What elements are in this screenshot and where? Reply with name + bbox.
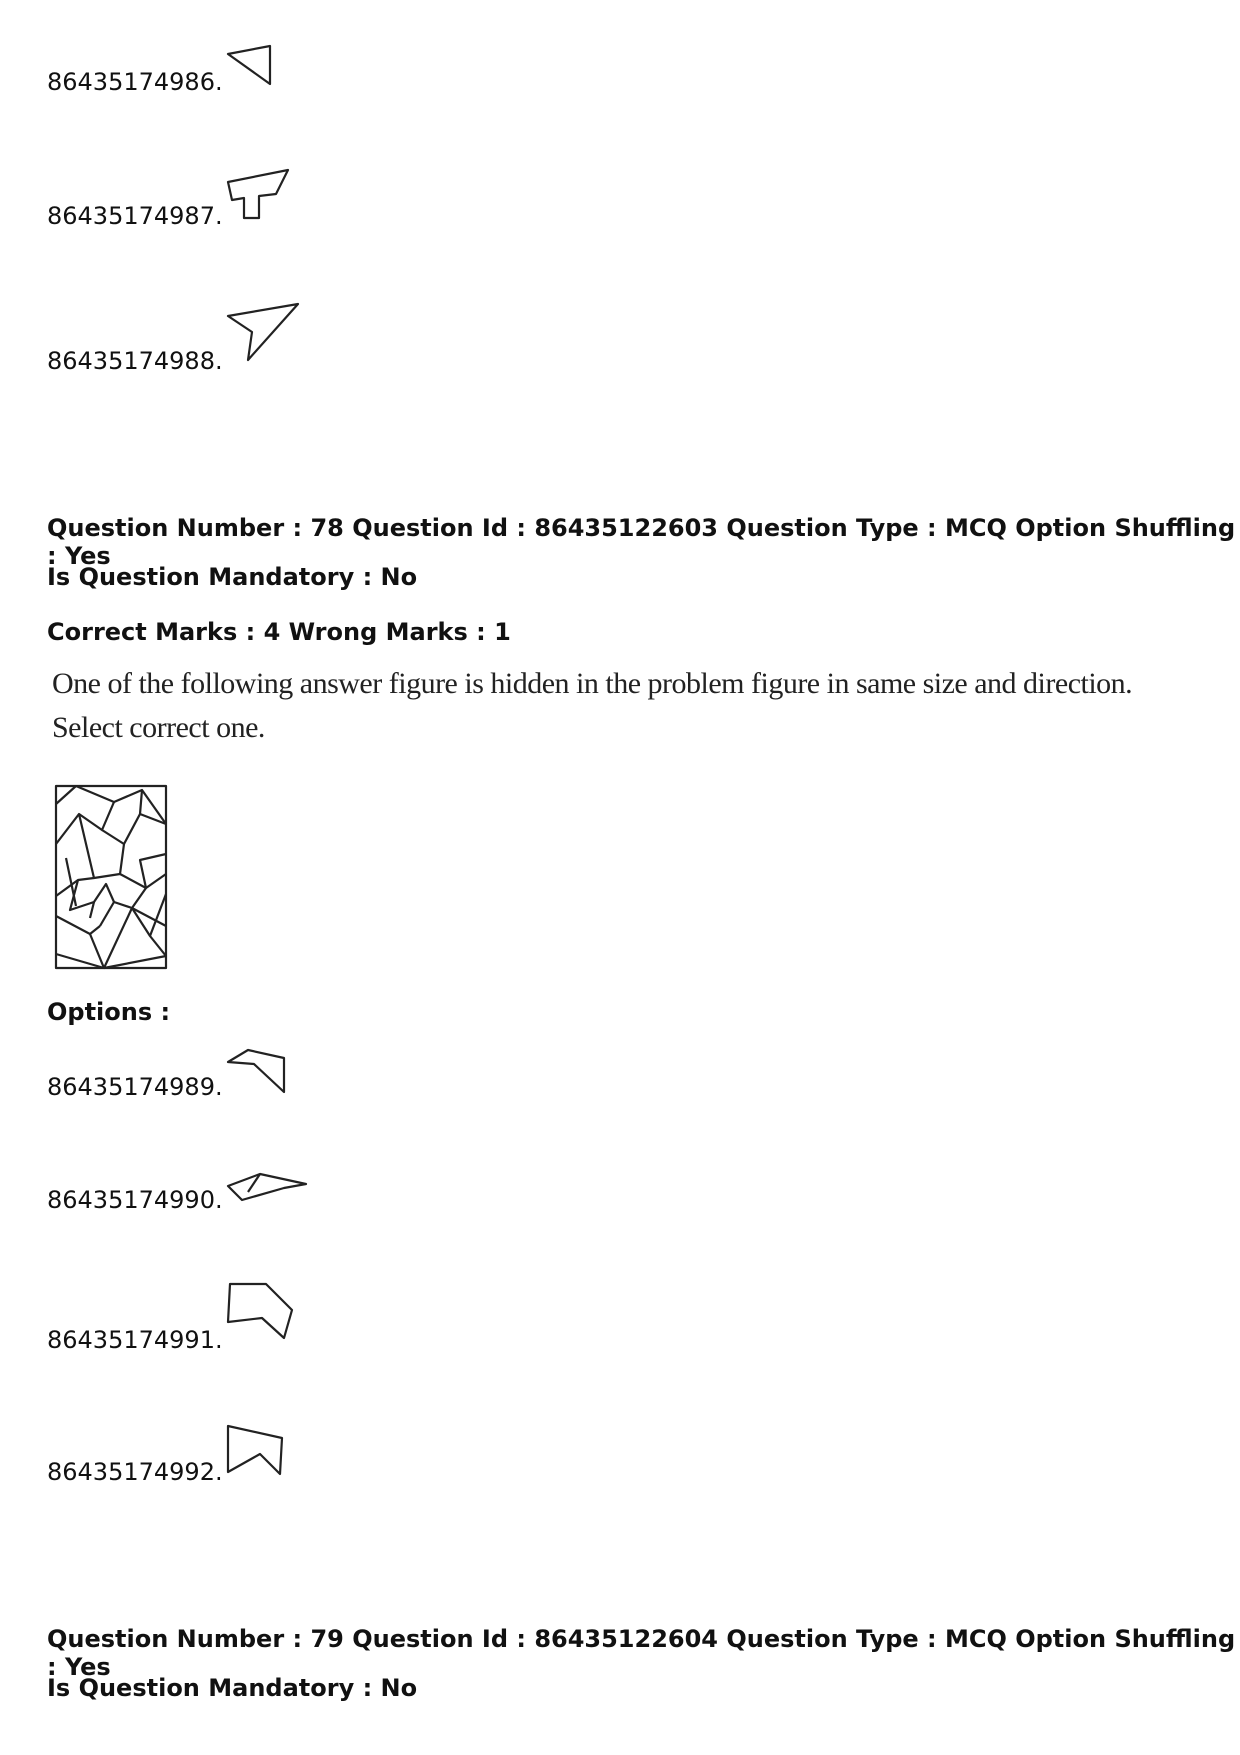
options-label: Options : — [47, 998, 171, 1026]
question-text-line-1: One of the following answer figure is hidden in the problem figure in same size and direction. — [52, 667, 1133, 700]
option-id[interactable]: 86435174992. — [47, 1458, 223, 1486]
option-id[interactable]: 86435174989. — [47, 1073, 223, 1101]
option-figure-notch — [224, 1424, 286, 1480]
question-header: Question Number : 79 Question Id : 86435122604 Question Type : MCQ Option Shuffling : Yes — [47, 1625, 1236, 1681]
option-figure-pentagon — [226, 1282, 296, 1340]
option-figure-arrow — [226, 302, 302, 364]
question-header: Question Number : 78 Question Id : 86435122603 Question Type : MCQ Option Shuffling : Yes — [47, 514, 1236, 570]
option-id[interactable]: 86435174990. — [47, 1186, 223, 1214]
option-figure-triangle — [226, 44, 276, 86]
question-mandatory: Is Question Mandatory : No — [47, 563, 418, 591]
option-figure-wedge — [226, 1048, 288, 1096]
problem-figure — [54, 784, 168, 970]
question-marks: Correct Marks : 4 Wrong Marks : 1 — [47, 618, 511, 646]
question-text-line-2: Select correct one. — [52, 711, 265, 744]
option-figure-t-shape — [226, 168, 292, 220]
option-id: 86435174987. — [47, 202, 223, 230]
option-id: 86435174986. — [47, 68, 223, 96]
option-id: 86435174988. — [47, 347, 223, 375]
option-figure-sliver — [226, 1170, 310, 1206]
option-id[interactable]: 86435174991. — [47, 1326, 223, 1354]
question-mandatory: Is Question Mandatory : No — [47, 1674, 418, 1702]
